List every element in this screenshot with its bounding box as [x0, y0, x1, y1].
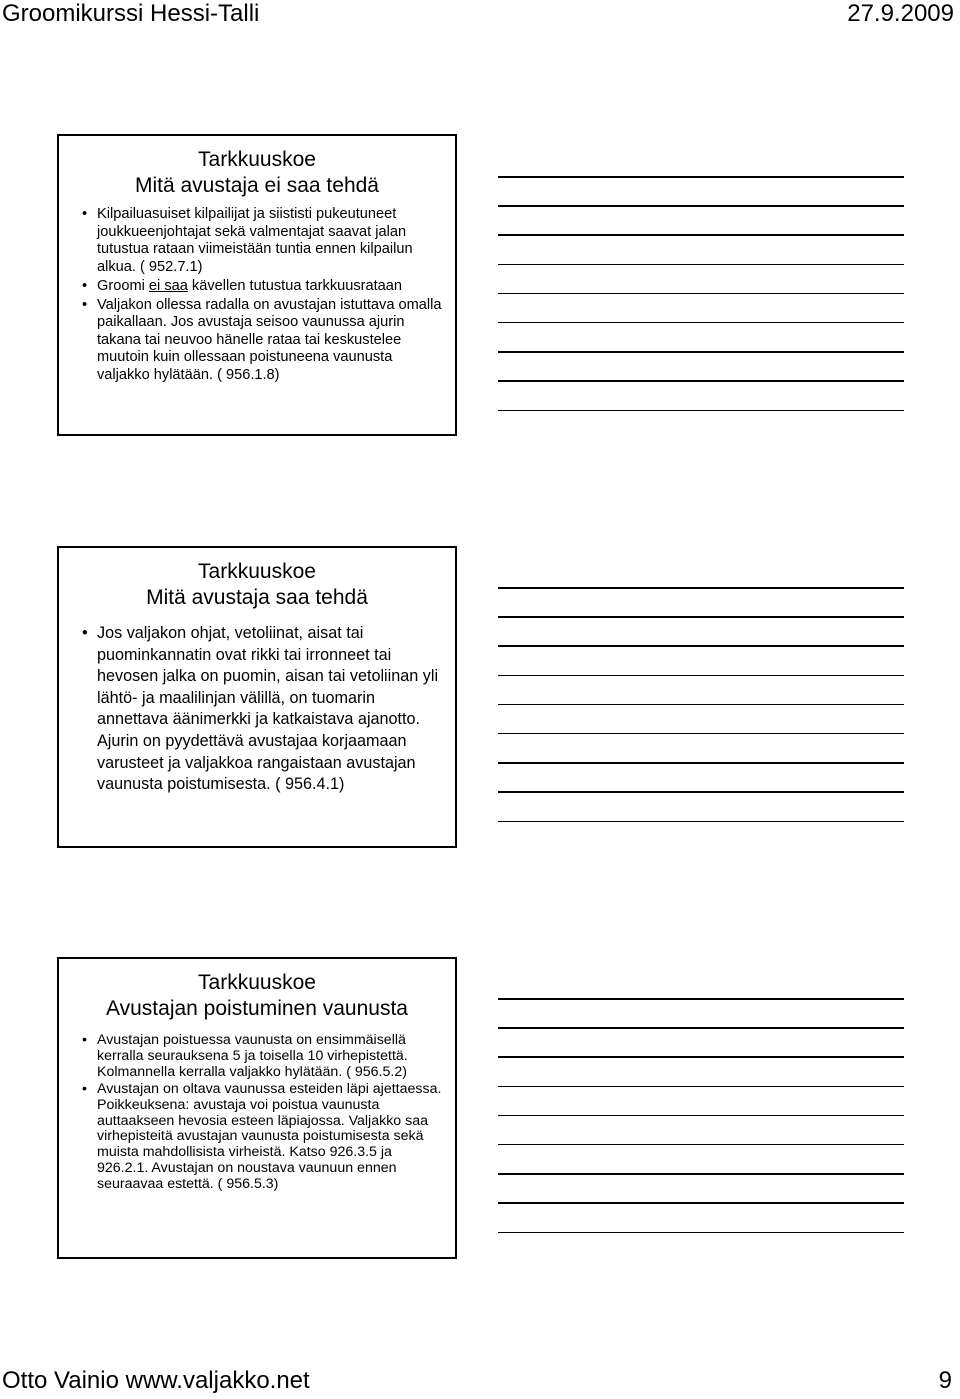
bullet-text-pre: Groomi — [97, 277, 149, 294]
note-line — [498, 821, 904, 823]
page-number: 9 — [938, 1367, 952, 1394]
note-line — [498, 176, 904, 178]
notes-lines-2 — [498, 587, 904, 850]
bullet-text-post: kävellen tutustua tarkkuusrataan — [187, 277, 403, 294]
bullet-item — [97, 1082, 445, 1193]
page-footer — [0, 1366, 960, 1399]
notes-lines-3 — [498, 998, 904, 1261]
bullet-item — [97, 278, 445, 296]
note-line — [498, 293, 904, 295]
note-line — [498, 1056, 904, 1058]
note-line — [498, 351, 904, 353]
bullet-text: Valjakon ollessa radalla on avustajan istuttava omalla paikallaan. Jos avustaja seisoo vaunussa ajurin takana tai neuvoo hänelle rataa tai keskustelee muutoin kuin ollessaan poistuneena vaunusta valjakko hylätään. ( 956.1.8) — [97, 296, 442, 383]
note-line — [498, 1232, 904, 1234]
bullet-item — [97, 206, 445, 276]
note-line — [498, 587, 904, 589]
bullet-text: Avustajan on oltava vaunussa esteiden läpi ajettaessa. Poikkeuksena: avustaja voi poistua vaunusta auttaakseen hevosia esteen läpiajossa. Valjakko saa virhepisteitä avustajan vaunusta poistumisesta sekä muista mahdollisista virheistä. Katso 926.3.5 ja 926.2.1. Avustajan on noustava vaunuun ennen seuraavaa estettä. ( 956.5.3) — [97, 1080, 442, 1193]
bullet-item — [97, 623, 445, 796]
slide-title-line2: Mitä avustaja ei saa tehdä — [135, 174, 379, 197]
slide-title-line1: Tarkkuuskoe — [198, 560, 316, 583]
note-line — [498, 791, 904, 793]
note-line — [498, 762, 904, 764]
note-line — [498, 410, 904, 412]
footer-author: Otto Vainio www.valjakko.net — [2, 1367, 310, 1394]
note-line — [498, 1173, 904, 1175]
note-line — [498, 234, 904, 236]
header-date: 27.9.2009 — [847, 0, 954, 27]
slide-title-line2: Avustajan poistuminen vaunusta — [106, 997, 408, 1020]
slide-title-line1: Tarkkuuskoe — [198, 148, 316, 171]
note-line — [498, 998, 904, 1000]
note-line — [498, 1086, 904, 1088]
note-line — [498, 675, 904, 677]
slide-3 — [57, 957, 457, 1259]
bullet-item — [97, 297, 445, 385]
header-title: Groomikurssi Hessi-Talli — [2, 0, 260, 27]
note-line — [498, 645, 904, 647]
slide-title — [59, 970, 455, 1022]
notes-lines-1 — [498, 176, 904, 439]
bullet-list — [59, 206, 455, 384]
bullet-text-underlined: ei saa — [148, 277, 188, 294]
note-line — [498, 1115, 904, 1117]
note-line — [498, 616, 904, 618]
note-line — [498, 1027, 904, 1029]
note-line — [498, 704, 904, 706]
note-line — [498, 264, 904, 266]
bullet-text: Kilpailuasuiset kilpailijat ja siististi pukeutuneet joukkueenjohtajat sekä valmentajat saavat jalan tutustua rataan viimeistään tuntia ennen kilpailun alkua. ( 952.7.1) — [97, 206, 413, 275]
slide-title — [59, 559, 455, 611]
note-line — [498, 205, 904, 207]
note-line — [498, 1144, 904, 1146]
note-line — [498, 322, 904, 324]
note-line — [498, 1202, 904, 1204]
bullet-item — [97, 1033, 445, 1081]
slide-2 — [57, 546, 457, 848]
note-line — [498, 380, 904, 382]
slide-1 — [57, 134, 457, 436]
slide-title-line1: Tarkkuuskoe — [198, 971, 316, 994]
slide-title-line2: Mitä avustaja saa tehdä — [146, 586, 368, 609]
bullet-list — [59, 1033, 455, 1193]
note-line — [498, 733, 904, 735]
bullet-text: Jos valjakon ohjat, vetoliinat, aisat tai puominkannatin ovat rikki tai irronneet tai hevosen jalka on puomin, aisan tai vetoliinan yli lähtö- ja maalilinjan välillä, on tuomarin annettava äänimerkki ja katkaistava ajanotto. Ajurin on pyydettävä avustajaa korjaamaan varusteet ja valjakkoa rangaistaan avustajan vaunusta poistumisesta. ( 956.4.1) — [97, 624, 439, 794]
bullet-text: Avustajan poistuessa vaunusta on ensimmäisellä kerralla seurauksena 5 ja toisella 10 virhepistettä. Kolmannella kerralla valjakko hylätään. ( 956.5.2) — [97, 1032, 408, 1080]
page-header — [0, 0, 960, 36]
bullet-list — [59, 623, 455, 796]
slide-title — [59, 147, 455, 199]
